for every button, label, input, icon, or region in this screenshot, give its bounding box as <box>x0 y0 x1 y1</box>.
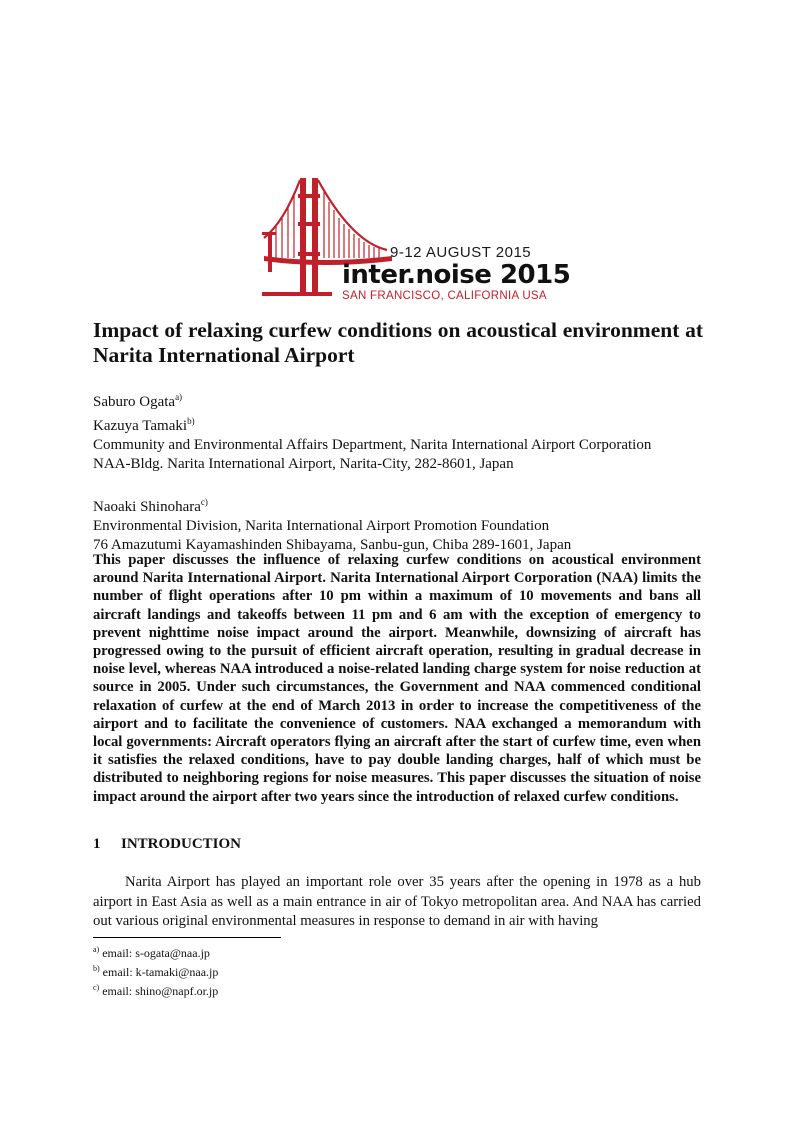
affiliation-2-line-2: 76 Amazutumi Kayamashinden Shibayama, Sanbu-gun, Chiba 289-1601, Japan <box>93 537 572 553</box>
affiliation-1-line-2: NAA-Bldg. Narita International Airport, Narita-City, 282-8601, Japan <box>93 456 514 472</box>
footnote-b <box>93 961 218 980</box>
author-3 <box>93 493 713 517</box>
footnotes <box>93 942 218 999</box>
conference-logo <box>262 172 571 306</box>
section-title: INTRODUCTION <box>121 836 242 852</box>
conference-date: 9-12 AUGUST 2015 <box>390 244 532 261</box>
author-block <box>93 388 713 555</box>
author-mark: a) <box>175 392 183 402</box>
footnote-c <box>93 980 218 999</box>
author-mark: b) <box>187 416 195 426</box>
intro-paragraph: Narita Airport has played an important role over 35 years after the opening in 1978 as a hub airport in East Asia as well as a main entrance in air of Tokyo metropolitan area. And NAA has carried out various original environmental measures in response to demand in air with having <box>93 874 701 929</box>
affiliation-2-line-1: Environmental Division, Narita International Airport Promotion Foundation <box>93 518 550 534</box>
author-name: Saburo Ogata <box>93 394 176 410</box>
footnote-divider <box>93 937 281 938</box>
author-name: Kazuya Tamaki <box>93 418 188 434</box>
author-name: Naoaki Shinohara <box>93 499 201 515</box>
author-2 <box>93 412 713 436</box>
brand-year: 2015 <box>499 260 571 290</box>
footnote-text: email: shino@napf.or.jp <box>102 984 219 998</box>
footnote-mark: b) <box>93 964 100 973</box>
author-mark: c) <box>200 497 208 507</box>
section-number: 1 <box>93 836 101 852</box>
footnote-mark: c) <box>93 983 100 992</box>
footnote-a <box>93 942 218 961</box>
section-heading <box>93 836 241 853</box>
conference-brand <box>342 260 570 290</box>
conference-location: SAN FRANCISCO, CALIFORNIA USA <box>342 290 547 302</box>
paper-title: Impact of relaxing curfew conditions on acoustical environment at Narita International Airport <box>93 318 703 367</box>
abstract: This paper discusses the influence of relaxing curfew conditions on acoustical environment around Narita International Airport. Narita International Airport Corporation (NAA) limits the number of flight operations after 10 pm within a maximum of 10 movements and bans all aircraft landings and takeoffs between 11 pm and 6 am with the exception of emergency to prevent nighttime noise impact around the airport. Meanwhile, downsizing of aircraft has progressed owing to the pursuit of efficient aircraft operation, resulting in gradual decrease in noise level, whereas NAA introduced a noise-related landing charge system for noise reduction at source in 2005. Under such circumstances, the Government and NAA commenced conditional relaxation of curfew at the end of March 2013 in order to increase the competitiveness of the airport and to facilitate the convenience of customers. NAA exchanged a memorandum with local governments: Aircraft operators flying an aircraft after the start of curfew time, even when it satisfies the relaxed conditions, have to pay double landing charges, half of which must be distributed to neighboring regions for noise measures. This paper discusses the situation of noise impact around the airport after two years since the introduction of relaxed curfew conditions. <box>93 552 701 805</box>
affiliation-1-line-1: Community and Environmental Affairs Department, Narita International Airport Corporation <box>93 437 652 453</box>
author-1 <box>93 388 713 412</box>
footnote-text: email: k-tamaki@naa.jp <box>102 965 219 979</box>
footnote-text: email: s-ogata@naa.jp <box>102 946 210 960</box>
brand-name: inter.noise <box>342 260 492 290</box>
footnote-mark: a) <box>93 945 100 954</box>
